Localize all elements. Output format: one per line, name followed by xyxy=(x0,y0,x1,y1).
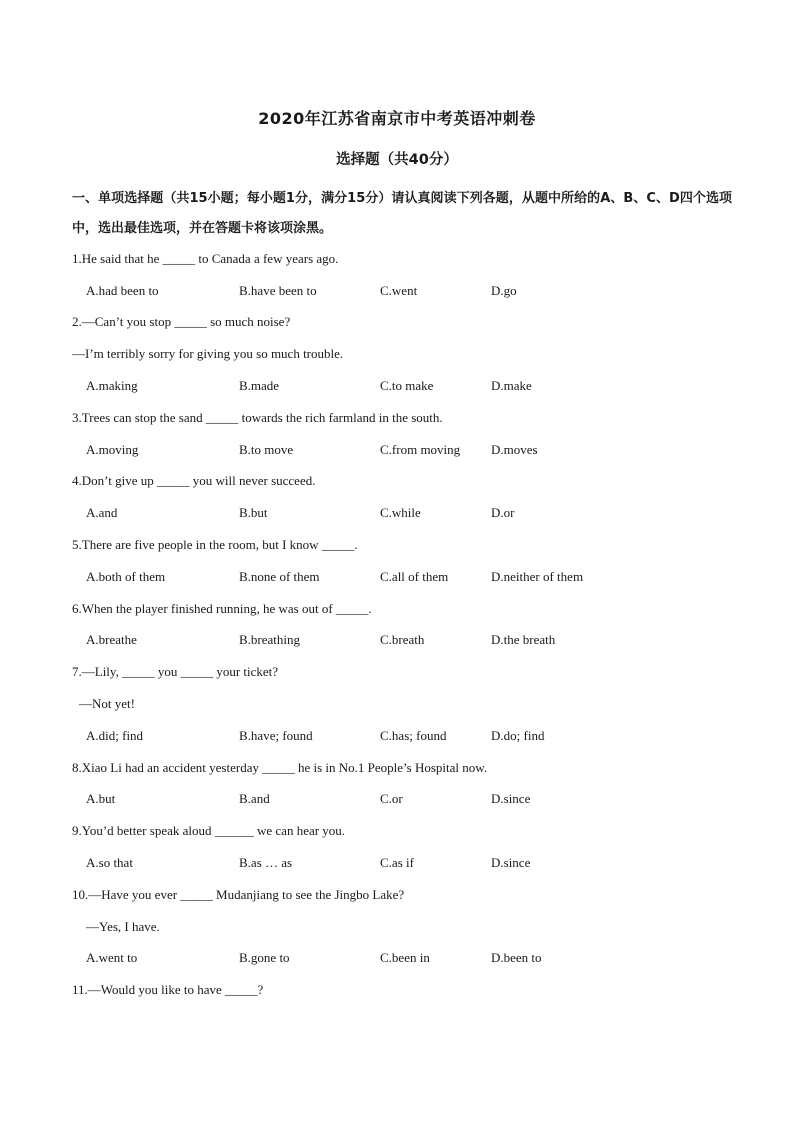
option-c: C.breath xyxy=(380,632,425,647)
option-d: D.since xyxy=(491,855,531,870)
option-d: D.make xyxy=(491,378,532,393)
option-c: C.as if xyxy=(380,855,414,870)
option-d: D.do; find xyxy=(491,728,545,743)
question-8-stem: 8.Xiao Li had an accident yesterday _____ he is in No.1 People’s Hospital now. xyxy=(72,760,488,775)
question-4-stem: 4.Don’t give up _____ you will never succeed. xyxy=(72,473,316,488)
option-b: B.to move xyxy=(239,442,294,457)
option-b: B.made xyxy=(239,378,280,393)
option-d: D.or xyxy=(491,505,515,520)
option-b: B.none of them xyxy=(239,569,320,584)
question-1-stem: 1.He said that he _____ to Canada a few years ago. xyxy=(72,251,339,266)
question-7-options xyxy=(86,728,726,746)
option-c: C.has; found xyxy=(380,728,447,743)
question-6-stem: 6.When the player finished running, he was out of _____. xyxy=(72,601,372,616)
option-c: C.or xyxy=(380,791,403,806)
option-b: B.gone to xyxy=(239,950,290,965)
question-10-reply: —Yes, I have. xyxy=(86,919,160,934)
question-10-stem: 10.—Have you ever _____ Mudanjiang to see the Jingbo Lake? xyxy=(72,887,405,902)
question-2-reply: —I’m terribly sorry for giving you so much trouble. xyxy=(72,346,344,361)
option-b: B.breathing xyxy=(239,632,301,647)
question-9-options xyxy=(86,855,726,873)
option-a: A.had been to xyxy=(86,283,159,298)
question-1-options xyxy=(86,283,726,301)
question-2-stem: 2.—Can’t you stop _____ so much noise? xyxy=(72,314,291,329)
question-5-stem: 5.There are five people in the room, but I know _____. xyxy=(72,537,358,552)
option-a: A.but xyxy=(86,791,116,806)
option-c: C.from moving xyxy=(380,442,461,457)
option-a: A.went to xyxy=(86,950,138,965)
question-2-options xyxy=(86,378,726,396)
question-3-options xyxy=(86,442,726,460)
option-a: A.making xyxy=(86,378,138,393)
option-b: B.and xyxy=(239,791,270,806)
option-d: D.been to xyxy=(491,950,542,965)
option-b: B.have; found xyxy=(239,728,313,743)
question-8-options xyxy=(86,791,726,809)
option-b: B.have been to xyxy=(239,283,317,298)
option-d: D.the breath xyxy=(491,632,556,647)
option-b: B.as … as xyxy=(239,855,293,870)
section-subtitle: 选择题（共40分） xyxy=(336,152,458,168)
question-10-options xyxy=(86,950,726,968)
question-6-options xyxy=(86,632,726,650)
option-d: D.neither of them xyxy=(491,569,584,584)
question-7-reply: —Not yet! xyxy=(79,696,135,711)
option-b: B.but xyxy=(239,505,268,520)
question-9-stem: 9.You’d better speak aloud ______ we can hear you. xyxy=(72,823,346,838)
option-a: A.so that xyxy=(86,855,133,870)
option-c: C.all of them xyxy=(380,569,449,584)
exam-title: 2020年江苏省南京市中考英语冲刺卷 xyxy=(258,109,536,128)
option-d: D.moves xyxy=(491,442,538,457)
option-a: A.breathe xyxy=(86,632,137,647)
option-c: C.while xyxy=(380,505,421,520)
option-d: D.since xyxy=(491,791,531,806)
question-11-stem: 11.—Would you like to have _____? xyxy=(72,982,264,997)
option-c: C.to make xyxy=(380,378,434,393)
question-7-stem: 7.—Lily, _____ you _____ your ticket? xyxy=(72,664,279,679)
question-4-options xyxy=(86,505,726,523)
option-c: C.been in xyxy=(380,950,430,965)
section-instructions: 一、单项选择题（共15小题；每小题1分，满分15分）请认真阅读下列各题，从题中所给的A、B、C、D四个选项中，选出最佳选项，并在答题卡将该项涂黑。 xyxy=(72,191,732,236)
question-3-stem: 3.Trees can stop the sand _____ towards the rich farmland in the south. xyxy=(72,410,443,425)
option-a: A.both of them xyxy=(86,569,166,584)
option-a: A.and xyxy=(86,505,118,520)
option-a: A.did; find xyxy=(86,728,144,743)
option-a: A.moving xyxy=(86,442,139,457)
question-5-options xyxy=(86,569,726,587)
option-d: D.go xyxy=(491,283,517,298)
option-c: C.went xyxy=(380,283,418,298)
